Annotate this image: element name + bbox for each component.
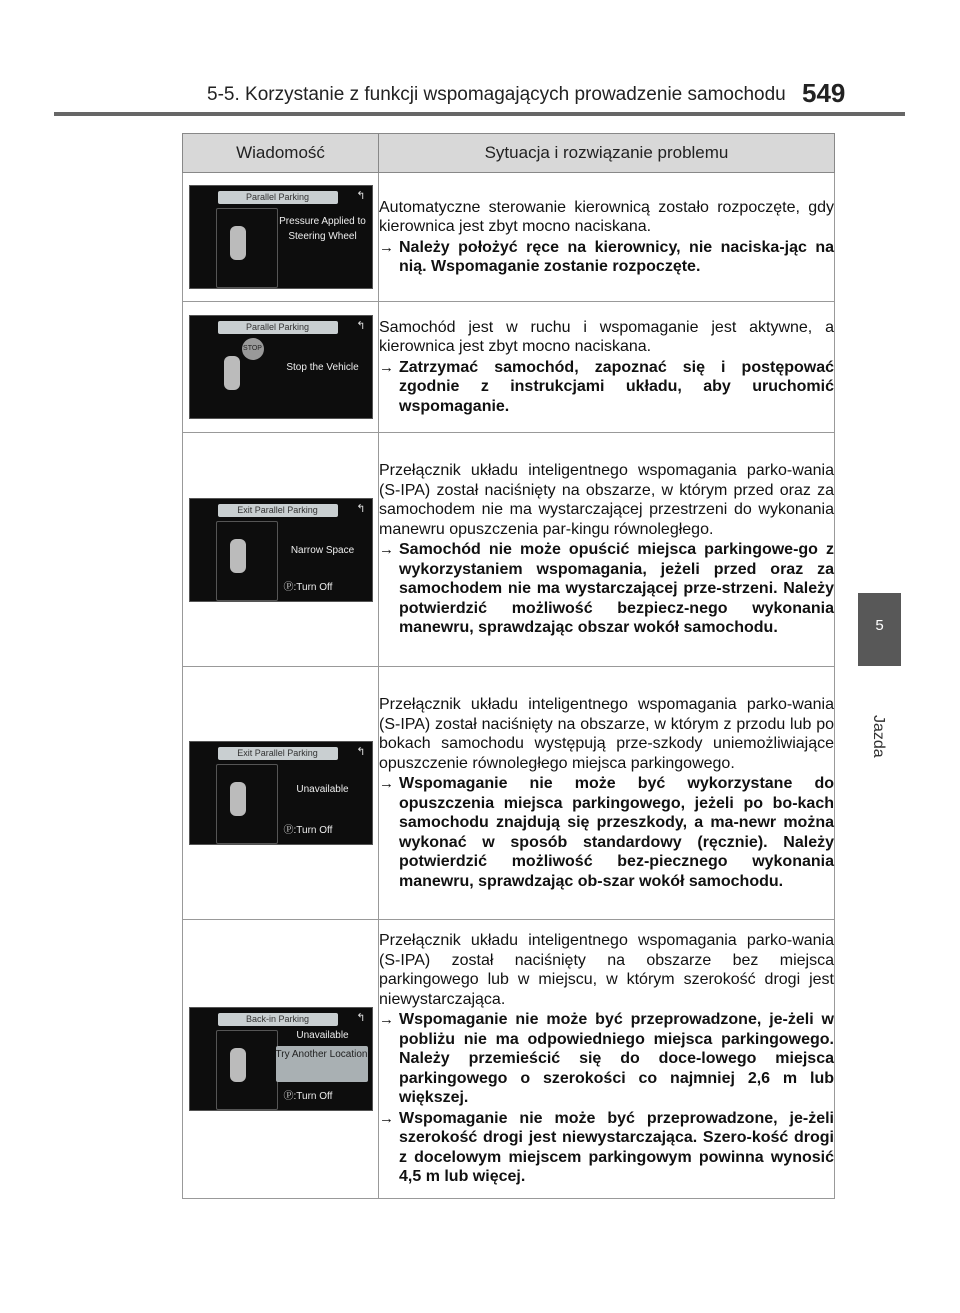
screen-message: Stop the Vehicle (286, 362, 359, 373)
situation-text: Przełącznik układu inteligentnego wspomagania parko-wania (S-IPA) został naciśnięty na obszarze, w którym przed oraz za samochodem nie ma wystarczającej przestrzeni do wykonania manewru opuszczenia par-kingu równoległego. (379, 462, 834, 538)
right-arrow-icon: → (379, 541, 394, 559)
right-arrow-icon: → (379, 1011, 394, 1029)
action-item (379, 774, 834, 891)
return-arrow-icon: ↰ (356, 320, 366, 332)
situation-text: Automatyczne sterowanie kierownicą zostało rozpoczęte, gdy kierownica jest zbyt mocno naciskana. (379, 198, 834, 235)
action-text: Wspomaganie nie może być przeprowadzone, je-żeli w pobliżu nie ma odpowiedniego miejsca parkingowego. Należy przemieścić się do doce-lowego miejsca parkingowego o szerokości co najmniej 2,6 m lub większej. (399, 1011, 834, 1107)
stop-icon: STOP (242, 338, 264, 360)
header-rule (54, 112, 905, 116)
action-text: Należy położyć ręce na kierownicy, nie naciska-jąc na nią. Wspomaganie zostanie rozpoczęte. (399, 238, 834, 275)
car-top-view-icon (230, 782, 246, 816)
screen-image (189, 185, 373, 289)
screen-message: Unavailable (296, 1030, 349, 1041)
table-row (183, 302, 835, 433)
car-top-view-icon (230, 1048, 246, 1082)
screen-panel (216, 208, 278, 288)
screen-panel (216, 764, 278, 844)
chapter-tab (858, 593, 901, 666)
screen-title: Exit Parallel Parking (218, 504, 338, 517)
turn-off-label: Ⓟ:Turn Off (283, 825, 333, 836)
right-arrow-icon: → (379, 775, 394, 792)
car-top-view-icon (224, 356, 240, 390)
action-text: Wspomaganie nie może być wykorzystane do opuszczenia miejsca parkingowego, jeżeli po bo-kach samochodu znajdują się przeszkody, a ma-newr można wykonać w sposób standardowy (ręcznie). Należy potwierdzić możliwość bez-piecznego wykonania manewru, sprawdzając ob-szar wokół samochodu. (399, 775, 834, 890)
right-arrow-icon: → (379, 358, 394, 376)
chapter-label (862, 688, 898, 768)
turn-off-label: Ⓟ:Turn Off (283, 1091, 333, 1102)
screen-message: Unavailable (296, 784, 349, 795)
screen-title: Exit Parallel Parking (218, 747, 338, 760)
parking-switch-icon: Ⓟ (283, 581, 294, 593)
action-item (379, 238, 834, 277)
page-number: 549 (802, 78, 846, 108)
action-text: Zatrzymać samochód, zapoznać się i postępować zgodnie z instrukcjami układu, aby uruchomić wspomaganie. (399, 358, 834, 415)
chapter-label-text: Jazda (870, 715, 887, 758)
table-row (183, 433, 835, 667)
car-top-view-icon (230, 539, 246, 573)
turn-off-label: Ⓟ:Turn Off (283, 581, 333, 593)
action-item (379, 540, 834, 638)
right-arrow-icon: → (379, 1109, 394, 1127)
screen-image (189, 741, 373, 845)
return-arrow-icon: ↰ (356, 1012, 366, 1024)
return-arrow-icon: ↰ (356, 746, 366, 758)
situation-text: Przełącznik układu inteligentnego wspomagania parko-wania (S-IPA) został naciśnięty na obszarze, w którym z przodu lub po bokach samochodu występują prze-szkody uniemożliwiające opuszczenie równoległego miejsca parkingowego. (379, 696, 834, 772)
action-item (379, 358, 834, 417)
return-arrow-icon: ↰ (356, 502, 366, 515)
chapter-number: 5 (875, 617, 884, 634)
screen-image (189, 315, 373, 419)
table-row (183, 920, 835, 1199)
action-text: Samochód nie może opuścić miejsca parkingowe-go z wykorzystaniem wspomagania, jeżeli przed oraz za samochodem nie ma wystarczającej prze-strzeni. Należy potwierdzić możliwość bezpiecz-nego wykonania manewru, sprawdzając obszar wokół samochodu. (399, 541, 834, 637)
action-item (379, 1010, 834, 1108)
screen-title: Back-in Parking (218, 1013, 338, 1026)
situation-text: Samochód jest w ruchu i wspomaganie jest aktywne, a kierownica jest zbyt mocno naciskana. (379, 318, 834, 356)
screen-title: Parallel Parking (218, 191, 338, 204)
action-text: Wspomaganie nie może być przeprowadzone, je-żeli szerokość drogi jest niewystarczająca. Szero-kość drogi z docelowym miejscem parkingowym powinna wynosić 4,5 m lub więcej. (399, 1109, 834, 1186)
section-title: 5-5. Korzystanie z funkcji wspomagających prowadzenie samochodu (207, 84, 786, 105)
screen-panel (216, 1030, 278, 1110)
action-item (379, 1109, 834, 1187)
column-header-situation: Sytuacja i rozwiązanie problemu (379, 134, 835, 173)
page-header (0, 0, 960, 120)
screen-image (189, 1007, 373, 1111)
situation-text: Przełącznik układu inteligentnego wspomagania parko-wania (S-IPA) został naciśnięty na obszarze bez miejsca parkingowego lub w miejscu, w którym szerokość drogi jest niewystarczająca. (379, 932, 834, 1008)
right-arrow-icon: → (379, 238, 394, 256)
table-row (183, 667, 835, 920)
return-arrow-icon: ↰ (356, 190, 366, 202)
screen-message: Narrow Space (290, 544, 355, 556)
screen-image (189, 498, 373, 602)
parking-switch-icon: Ⓟ (283, 1091, 294, 1102)
screen-message: Pressure Applied to Steering Wheel (279, 216, 366, 242)
screen-panel (216, 521, 278, 601)
message-table (182, 133, 835, 1199)
column-header-message: Wiadomość (183, 134, 379, 173)
screen-title: Parallel Parking (218, 321, 338, 334)
car-top-view-icon (230, 226, 246, 260)
try-another-location-option: Try Another Location (276, 1046, 368, 1082)
table-row (183, 173, 835, 302)
parking-switch-icon: Ⓟ (283, 825, 294, 836)
